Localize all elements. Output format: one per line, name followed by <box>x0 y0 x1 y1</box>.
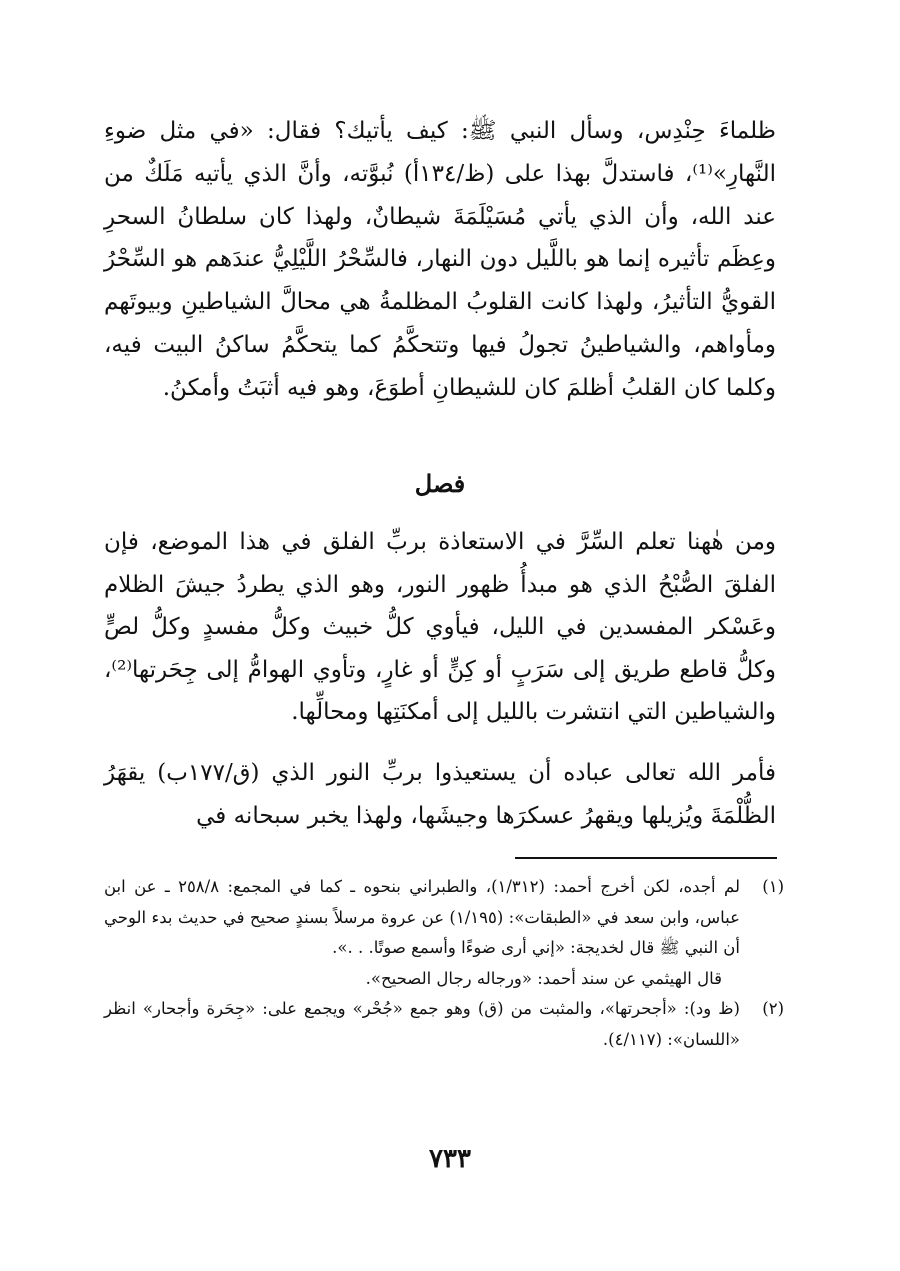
body-paragraph-1: ظلماءَ حِنْدِس، وسأل النبي ﷺ: كيف يأتيك؟ فقال: «في مثل ضوءِ النَّهارِ»⁽¹⁾، فاستدلَّ بهذا على (ظ/١٣٤أ) نُبوَّته، وأنَّ الذي يأتيه مَلَكٌ من عند الله، وأن الذي يأتي مُسَيْلَمَةَ شيطانٌ، ولهذا كان سلطانُ السحرِ وعِظَم تأثيره إنما هو باللَّيل دون النهار، فالسِّحْرُ اللَّيْلِيُّ عندَهم هو السِّحْرُ القويُّ التأثيرُ، ولهذا كانت القلوبُ المظلمةُ هي محالَّ الشياطينِ وبيوتَهم ومأواهم، والشياطينُ تجولُ فيها وتتحكَّمُ كما يتحكَّمُ ساكنُ البيت فيه، وكلما كان القلبُ أظلمَ كان للشيطانِ أطوَعَ، وهو فيه أثبَتُ وأمكنُ. <box>104 118 776 401</box>
section-heading: فصل <box>414 469 466 498</box>
footnotes <box>104 872 784 1055</box>
footnote-2 <box>104 994 784 1055</box>
footnote-separator <box>515 857 777 859</box>
footnote-text: لم أجده، لكن أخرج أحمد: (١/٣١٢)، والطبراني بنحوه ـ كما في المجمع: ٢٥٨/٨ ـ عن ابن عباس، وابن سعد في «الطبقات»: (١/١٩٥) عن عروة مرسلاً بسندٍ صحيح في حديث بدء الوحي أن النبي ﷺ قال لخديجة: «إني أرى ضوءًا وأسمع صوتًا. . .». <box>104 877 741 957</box>
body-paragraph-2: ومن هٰهنا تعلم السِّرَّ في الاستعاذة بربِّ الفلق في هذا الموضع، فإن الفلقَ الصُّبْحُ الذي هو مبدأُ ظهور النور، وهو الذي يطردُ جيشَ الظلام وعَسْكر المفسدين في الليل، فيأوي كلُّ خبيث وكلُّ مفسدٍ وكلُّ لصٍّ وكلُّ قاطع طريق إلى سَرَبٍ أو كِنٍّ أو غارٍ، وتأوي الهوامُّ إلى جِحَرتها⁽²⁾، والشياطين التي انتشرت بالليل إلى أمكنَتِها ومحالِّها. <box>104 529 776 725</box>
footnote-1-note: قال الهيثمي عن سند أحمد: «ورجاله رجال الصحيح». <box>365 968 722 988</box>
footnote-number: (٢) <box>762 999 784 1018</box>
footnote-number: (١) <box>762 877 784 896</box>
body-paragraph-3: فأمر الله تعالى عباده أن يستعيذوا بربِّ النور الذي (ق/١٧٧ب) يقهَرُ الظُّلْمَةَ ويُزيلها ويقهرُ عسكرَها وجيشَها، ولهذا يخبر سبحانه في <box>104 760 776 829</box>
footnote-text: (ظ ود): «أجحرتها»، والمثبت من (ق) وهو جمع «جُحْر» ويجمع على: «جِحَرة وأجحار» انظر «اللسان»: (٤/١١٧). <box>104 999 740 1049</box>
footnote-1 <box>104 872 784 964</box>
page-number: ٧٣٣ <box>429 1144 471 1174</box>
